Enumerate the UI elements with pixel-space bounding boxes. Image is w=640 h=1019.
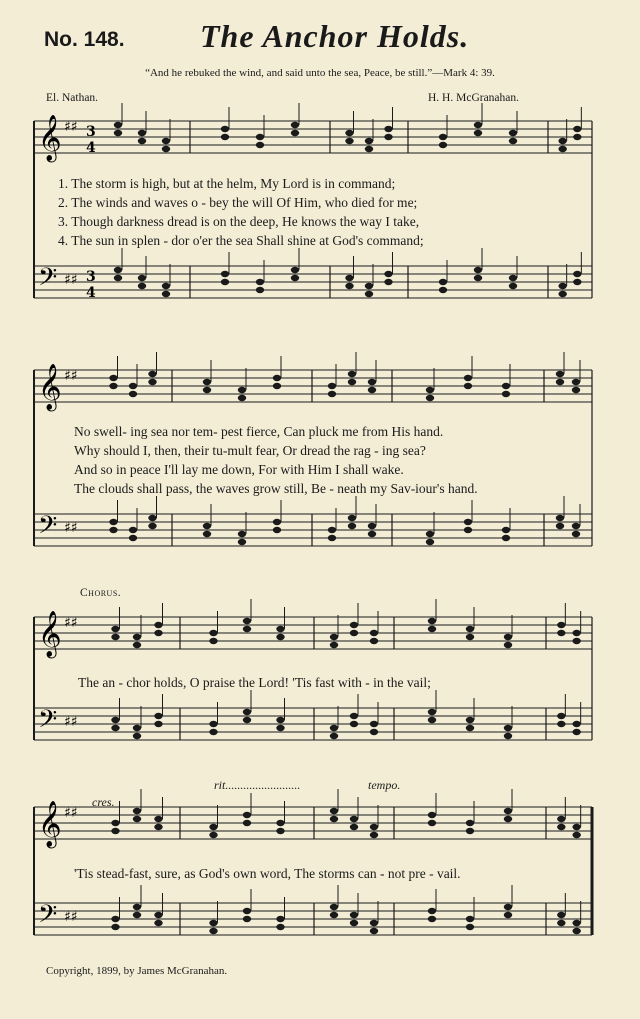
note-head bbox=[243, 908, 251, 914]
treble-clef: 𝄞 bbox=[38, 364, 62, 410]
note-head bbox=[509, 130, 517, 136]
note-head bbox=[209, 928, 217, 934]
note-head bbox=[428, 820, 436, 826]
note-head bbox=[557, 912, 565, 918]
sharp-key-signature: ♯♯ bbox=[64, 805, 78, 821]
note-head bbox=[238, 387, 246, 393]
note-head bbox=[133, 904, 141, 910]
note-head bbox=[162, 291, 170, 297]
note-head bbox=[509, 275, 517, 281]
note-head bbox=[154, 713, 162, 719]
note-head bbox=[243, 618, 251, 624]
note-head bbox=[291, 275, 299, 281]
note-head bbox=[209, 721, 217, 727]
verse-line-2a: 2. The winds and waves o - bey the will Of Him, who died for me; bbox=[58, 195, 418, 210]
note-head bbox=[474, 267, 482, 273]
note-head bbox=[238, 539, 246, 545]
note-head bbox=[133, 808, 141, 814]
chorus-line-2: 'Tis stead-fast, sure, as God's own word, The storms can - not pre - vail. bbox=[74, 866, 461, 881]
note-head bbox=[365, 283, 373, 289]
note-head bbox=[203, 523, 211, 529]
note-head bbox=[464, 383, 472, 389]
note-head bbox=[111, 924, 119, 930]
note-head bbox=[129, 391, 137, 397]
note-head bbox=[276, 828, 284, 834]
note-head bbox=[328, 527, 336, 533]
note-head bbox=[243, 820, 251, 826]
bass-clef: 𝄢 bbox=[38, 511, 58, 546]
treble-clef: 𝄞 bbox=[38, 611, 62, 657]
note-head bbox=[114, 122, 122, 128]
note-head bbox=[330, 904, 338, 910]
note-head bbox=[154, 816, 162, 822]
note-head bbox=[114, 275, 122, 281]
note-head bbox=[474, 275, 482, 281]
note-head bbox=[238, 531, 246, 537]
note-head bbox=[276, 916, 284, 922]
note-head bbox=[557, 713, 565, 719]
note-head bbox=[558, 138, 566, 144]
note-head bbox=[276, 626, 284, 632]
verse-line-4b: The clouds shall pass, the waves grow still, Be - neath my Sav-iour's hand. bbox=[74, 481, 478, 496]
note-head bbox=[328, 383, 336, 389]
note-head bbox=[328, 391, 336, 397]
note-head bbox=[558, 291, 566, 297]
note-head bbox=[466, 634, 474, 640]
note-head bbox=[504, 816, 512, 822]
note-head bbox=[109, 527, 117, 533]
time-signature: 4 bbox=[86, 285, 96, 301]
note-head bbox=[276, 634, 284, 640]
note-head bbox=[111, 634, 119, 640]
note-head bbox=[273, 519, 281, 525]
note-head bbox=[368, 379, 376, 385]
note-head bbox=[291, 267, 299, 273]
note-head bbox=[464, 519, 472, 525]
note-head bbox=[557, 622, 565, 628]
note-head bbox=[370, 729, 378, 735]
verse-line-1b: No swell- ing sea nor tem- pest fierce, Can pluck me from His hand. bbox=[74, 424, 444, 439]
note-head bbox=[133, 912, 141, 918]
chorus-label: Chorus. bbox=[80, 587, 122, 599]
tempo-marking: tempo. bbox=[368, 778, 401, 792]
note-head bbox=[428, 626, 436, 632]
note-head bbox=[330, 642, 338, 648]
note-head bbox=[111, 717, 119, 723]
note-head bbox=[111, 725, 119, 731]
note-head bbox=[370, 721, 378, 727]
time-signature: 3 bbox=[86, 124, 96, 140]
note-head bbox=[365, 291, 373, 297]
note-head bbox=[111, 626, 119, 632]
note-head bbox=[557, 721, 565, 727]
note-head bbox=[348, 523, 356, 529]
note-head bbox=[276, 725, 284, 731]
note-head bbox=[428, 709, 436, 715]
note-head bbox=[426, 531, 434, 537]
sharp-key-signature: ♯♯ bbox=[64, 615, 78, 631]
note-head bbox=[109, 519, 117, 525]
note-head bbox=[556, 379, 564, 385]
note-head bbox=[504, 912, 512, 918]
note-head bbox=[428, 717, 436, 723]
note-head bbox=[129, 527, 137, 533]
note-head bbox=[328, 535, 336, 541]
note-head bbox=[573, 134, 581, 140]
note-head bbox=[203, 387, 211, 393]
note-head bbox=[330, 634, 338, 640]
note-head bbox=[243, 916, 251, 922]
note-head bbox=[209, 638, 217, 644]
note-head bbox=[474, 130, 482, 136]
note-head bbox=[209, 824, 217, 830]
copyright: Copyright, 1899, by James McGranahan. bbox=[46, 965, 228, 977]
note-head bbox=[572, 928, 580, 934]
verse-line-3b: And so in peace I'll lay me down, For with Him I shall wake. bbox=[74, 462, 404, 477]
note-head bbox=[138, 130, 146, 136]
note-head bbox=[291, 122, 299, 128]
note-head bbox=[557, 920, 565, 926]
note-head bbox=[370, 824, 378, 830]
note-head bbox=[556, 523, 564, 529]
note-head bbox=[428, 812, 436, 818]
sharp-key-signature: ♯♯ bbox=[64, 520, 78, 536]
note-head bbox=[348, 379, 356, 385]
note-head bbox=[384, 279, 392, 285]
note-head bbox=[154, 912, 162, 918]
note-head bbox=[474, 122, 482, 128]
note-head bbox=[572, 824, 580, 830]
note-head bbox=[348, 515, 356, 521]
note-head bbox=[109, 383, 117, 389]
note-head bbox=[114, 267, 122, 273]
note-head bbox=[162, 283, 170, 289]
note-head bbox=[504, 904, 512, 910]
bass-clef: 𝄢 bbox=[38, 705, 58, 740]
note-head bbox=[154, 721, 162, 727]
note-head bbox=[330, 725, 338, 731]
note-head bbox=[209, 920, 217, 926]
note-head bbox=[291, 130, 299, 136]
note-head bbox=[256, 142, 264, 148]
bass-clef: 𝄢 bbox=[38, 900, 58, 935]
note-head bbox=[365, 138, 373, 144]
note-head bbox=[276, 924, 284, 930]
note-head bbox=[138, 275, 146, 281]
note-head bbox=[509, 283, 517, 289]
hymn-title: The Anchor Holds. bbox=[200, 18, 470, 54]
note-head bbox=[466, 717, 474, 723]
note-head bbox=[203, 379, 211, 385]
note-head bbox=[572, 387, 580, 393]
verse-line-1a: 1. The storm is high, but at the helm, My Lord is in command; bbox=[58, 176, 396, 191]
note-head bbox=[428, 618, 436, 624]
note-head bbox=[572, 729, 580, 735]
note-head bbox=[384, 271, 392, 277]
note-head bbox=[428, 916, 436, 922]
note-head bbox=[439, 142, 447, 148]
note-head bbox=[243, 812, 251, 818]
note-head bbox=[243, 709, 251, 715]
note-head bbox=[428, 908, 436, 914]
note-head bbox=[133, 816, 141, 822]
note-head bbox=[154, 622, 162, 628]
cres-marking: cres. bbox=[92, 795, 115, 809]
treble-clef: 𝄞 bbox=[38, 801, 62, 847]
note-head bbox=[345, 138, 353, 144]
note-head bbox=[133, 725, 141, 731]
note-head bbox=[350, 920, 358, 926]
note-head bbox=[466, 828, 474, 834]
verse-line-4a: 4. The sun in splen - dor o'er the sea Shall shine at God's command; bbox=[58, 233, 424, 248]
note-head bbox=[221, 271, 229, 277]
hymn-number: No. 148. bbox=[44, 28, 125, 51]
note-head bbox=[138, 283, 146, 289]
note-head bbox=[276, 820, 284, 826]
note-head bbox=[504, 725, 512, 731]
note-head bbox=[466, 725, 474, 731]
note-head bbox=[466, 626, 474, 632]
note-head bbox=[572, 920, 580, 926]
note-head bbox=[572, 832, 580, 838]
note-head bbox=[572, 721, 580, 727]
note-head bbox=[572, 630, 580, 636]
note-head bbox=[133, 733, 141, 739]
note-head bbox=[572, 523, 580, 529]
note-head bbox=[557, 824, 565, 830]
note-head bbox=[348, 371, 356, 377]
note-head bbox=[273, 383, 281, 389]
note-head bbox=[238, 395, 246, 401]
note-head bbox=[557, 630, 565, 636]
note-head bbox=[558, 146, 566, 152]
note-head bbox=[330, 808, 338, 814]
note-head bbox=[111, 820, 119, 826]
composer: H. H. McGranahan. bbox=[428, 92, 520, 104]
chorus-line-1: The an - chor holds, O praise the Lord! 'Tis fast with - in the vail; bbox=[78, 675, 431, 690]
verse-line-2b: Why should I, then, their tu-mult fear, Or dread the rag - ing sea? bbox=[74, 443, 426, 458]
note-head bbox=[370, 928, 378, 934]
note-head bbox=[502, 391, 510, 397]
note-head bbox=[111, 916, 119, 922]
note-head bbox=[384, 134, 392, 140]
rit-marking: rit......................... bbox=[214, 778, 301, 792]
note-head bbox=[350, 824, 358, 830]
note-head bbox=[273, 375, 281, 381]
note-head bbox=[504, 808, 512, 814]
bass-clef: 𝄢 bbox=[38, 263, 58, 298]
note-head bbox=[502, 535, 510, 541]
note-head bbox=[426, 539, 434, 545]
note-head bbox=[221, 126, 229, 132]
note-head bbox=[221, 134, 229, 140]
note-head bbox=[350, 912, 358, 918]
note-head bbox=[350, 816, 358, 822]
note-head bbox=[573, 279, 581, 285]
note-head bbox=[138, 138, 146, 144]
treble-clef: 𝄞 bbox=[38, 115, 62, 161]
lyricist: El. Nathan. bbox=[46, 92, 99, 104]
note-head bbox=[154, 630, 162, 636]
note-head bbox=[129, 383, 137, 389]
sharp-key-signature: ♯♯ bbox=[64, 714, 78, 730]
note-head bbox=[256, 134, 264, 140]
note-head bbox=[209, 729, 217, 735]
note-head bbox=[273, 527, 281, 533]
note-head bbox=[209, 630, 217, 636]
sharp-key-signature: ♯♯ bbox=[64, 368, 78, 384]
note-head bbox=[330, 733, 338, 739]
note-head bbox=[148, 379, 156, 385]
note-head bbox=[556, 515, 564, 521]
note-head bbox=[368, 387, 376, 393]
note-head bbox=[466, 820, 474, 826]
note-head bbox=[502, 527, 510, 533]
note-head bbox=[330, 912, 338, 918]
note-head bbox=[504, 642, 512, 648]
note-head bbox=[466, 924, 474, 930]
note-head bbox=[350, 713, 358, 719]
note-head bbox=[221, 279, 229, 285]
note-head bbox=[572, 638, 580, 644]
note-head bbox=[384, 126, 392, 132]
note-head bbox=[509, 138, 517, 144]
note-head bbox=[426, 387, 434, 393]
note-head bbox=[133, 634, 141, 640]
note-head bbox=[276, 717, 284, 723]
time-signature: 3 bbox=[86, 269, 96, 285]
note-head bbox=[162, 146, 170, 152]
note-head bbox=[256, 287, 264, 293]
note-head bbox=[148, 515, 156, 521]
verse-line-3a: 3. Though darkness dread is on the deep, He knows the way I take, bbox=[58, 214, 420, 229]
note-head bbox=[464, 375, 472, 381]
note-head bbox=[345, 275, 353, 281]
note-head bbox=[573, 126, 581, 132]
note-head bbox=[256, 279, 264, 285]
note-head bbox=[114, 130, 122, 136]
note-head bbox=[345, 130, 353, 136]
note-head bbox=[162, 138, 170, 144]
note-head bbox=[129, 535, 137, 541]
note-head bbox=[439, 279, 447, 285]
note-head bbox=[426, 395, 434, 401]
note-head bbox=[111, 828, 119, 834]
note-head bbox=[148, 523, 156, 529]
note-head bbox=[464, 527, 472, 533]
note-head bbox=[370, 630, 378, 636]
sharp-key-signature: ♯♯ bbox=[64, 909, 78, 925]
note-head bbox=[572, 379, 580, 385]
note-head bbox=[243, 717, 251, 723]
note-head bbox=[557, 816, 565, 822]
note-head bbox=[148, 371, 156, 377]
note-head bbox=[370, 920, 378, 926]
note-head bbox=[504, 733, 512, 739]
note-head bbox=[154, 824, 162, 830]
note-head bbox=[368, 531, 376, 537]
note-head bbox=[154, 920, 162, 926]
note-head bbox=[370, 832, 378, 838]
scripture-quote: “And he rebuked the wind, and said unto the sea, Peace, be still.”—Mark 4: 39. bbox=[145, 67, 495, 79]
note-head bbox=[370, 638, 378, 644]
note-head bbox=[203, 531, 211, 537]
note-head bbox=[243, 626, 251, 632]
note-head bbox=[572, 531, 580, 537]
note-head bbox=[439, 287, 447, 293]
note-head bbox=[209, 832, 217, 838]
note-head bbox=[573, 271, 581, 277]
note-head bbox=[350, 622, 358, 628]
note-head bbox=[133, 642, 141, 648]
note-head bbox=[368, 523, 376, 529]
note-head bbox=[350, 630, 358, 636]
sharp-key-signature: ♯♯ bbox=[64, 119, 78, 135]
note-head bbox=[330, 816, 338, 822]
note-head bbox=[558, 283, 566, 289]
sharp-key-signature: ♯♯ bbox=[64, 272, 78, 288]
note-head bbox=[109, 375, 117, 381]
note-head bbox=[345, 283, 353, 289]
time-signature: 4 bbox=[86, 140, 96, 156]
note-head bbox=[350, 721, 358, 727]
note-head bbox=[365, 146, 373, 152]
note-head bbox=[439, 134, 447, 140]
note-head bbox=[504, 634, 512, 640]
note-head bbox=[502, 383, 510, 389]
note-head bbox=[556, 371, 564, 377]
note-head bbox=[466, 916, 474, 922]
